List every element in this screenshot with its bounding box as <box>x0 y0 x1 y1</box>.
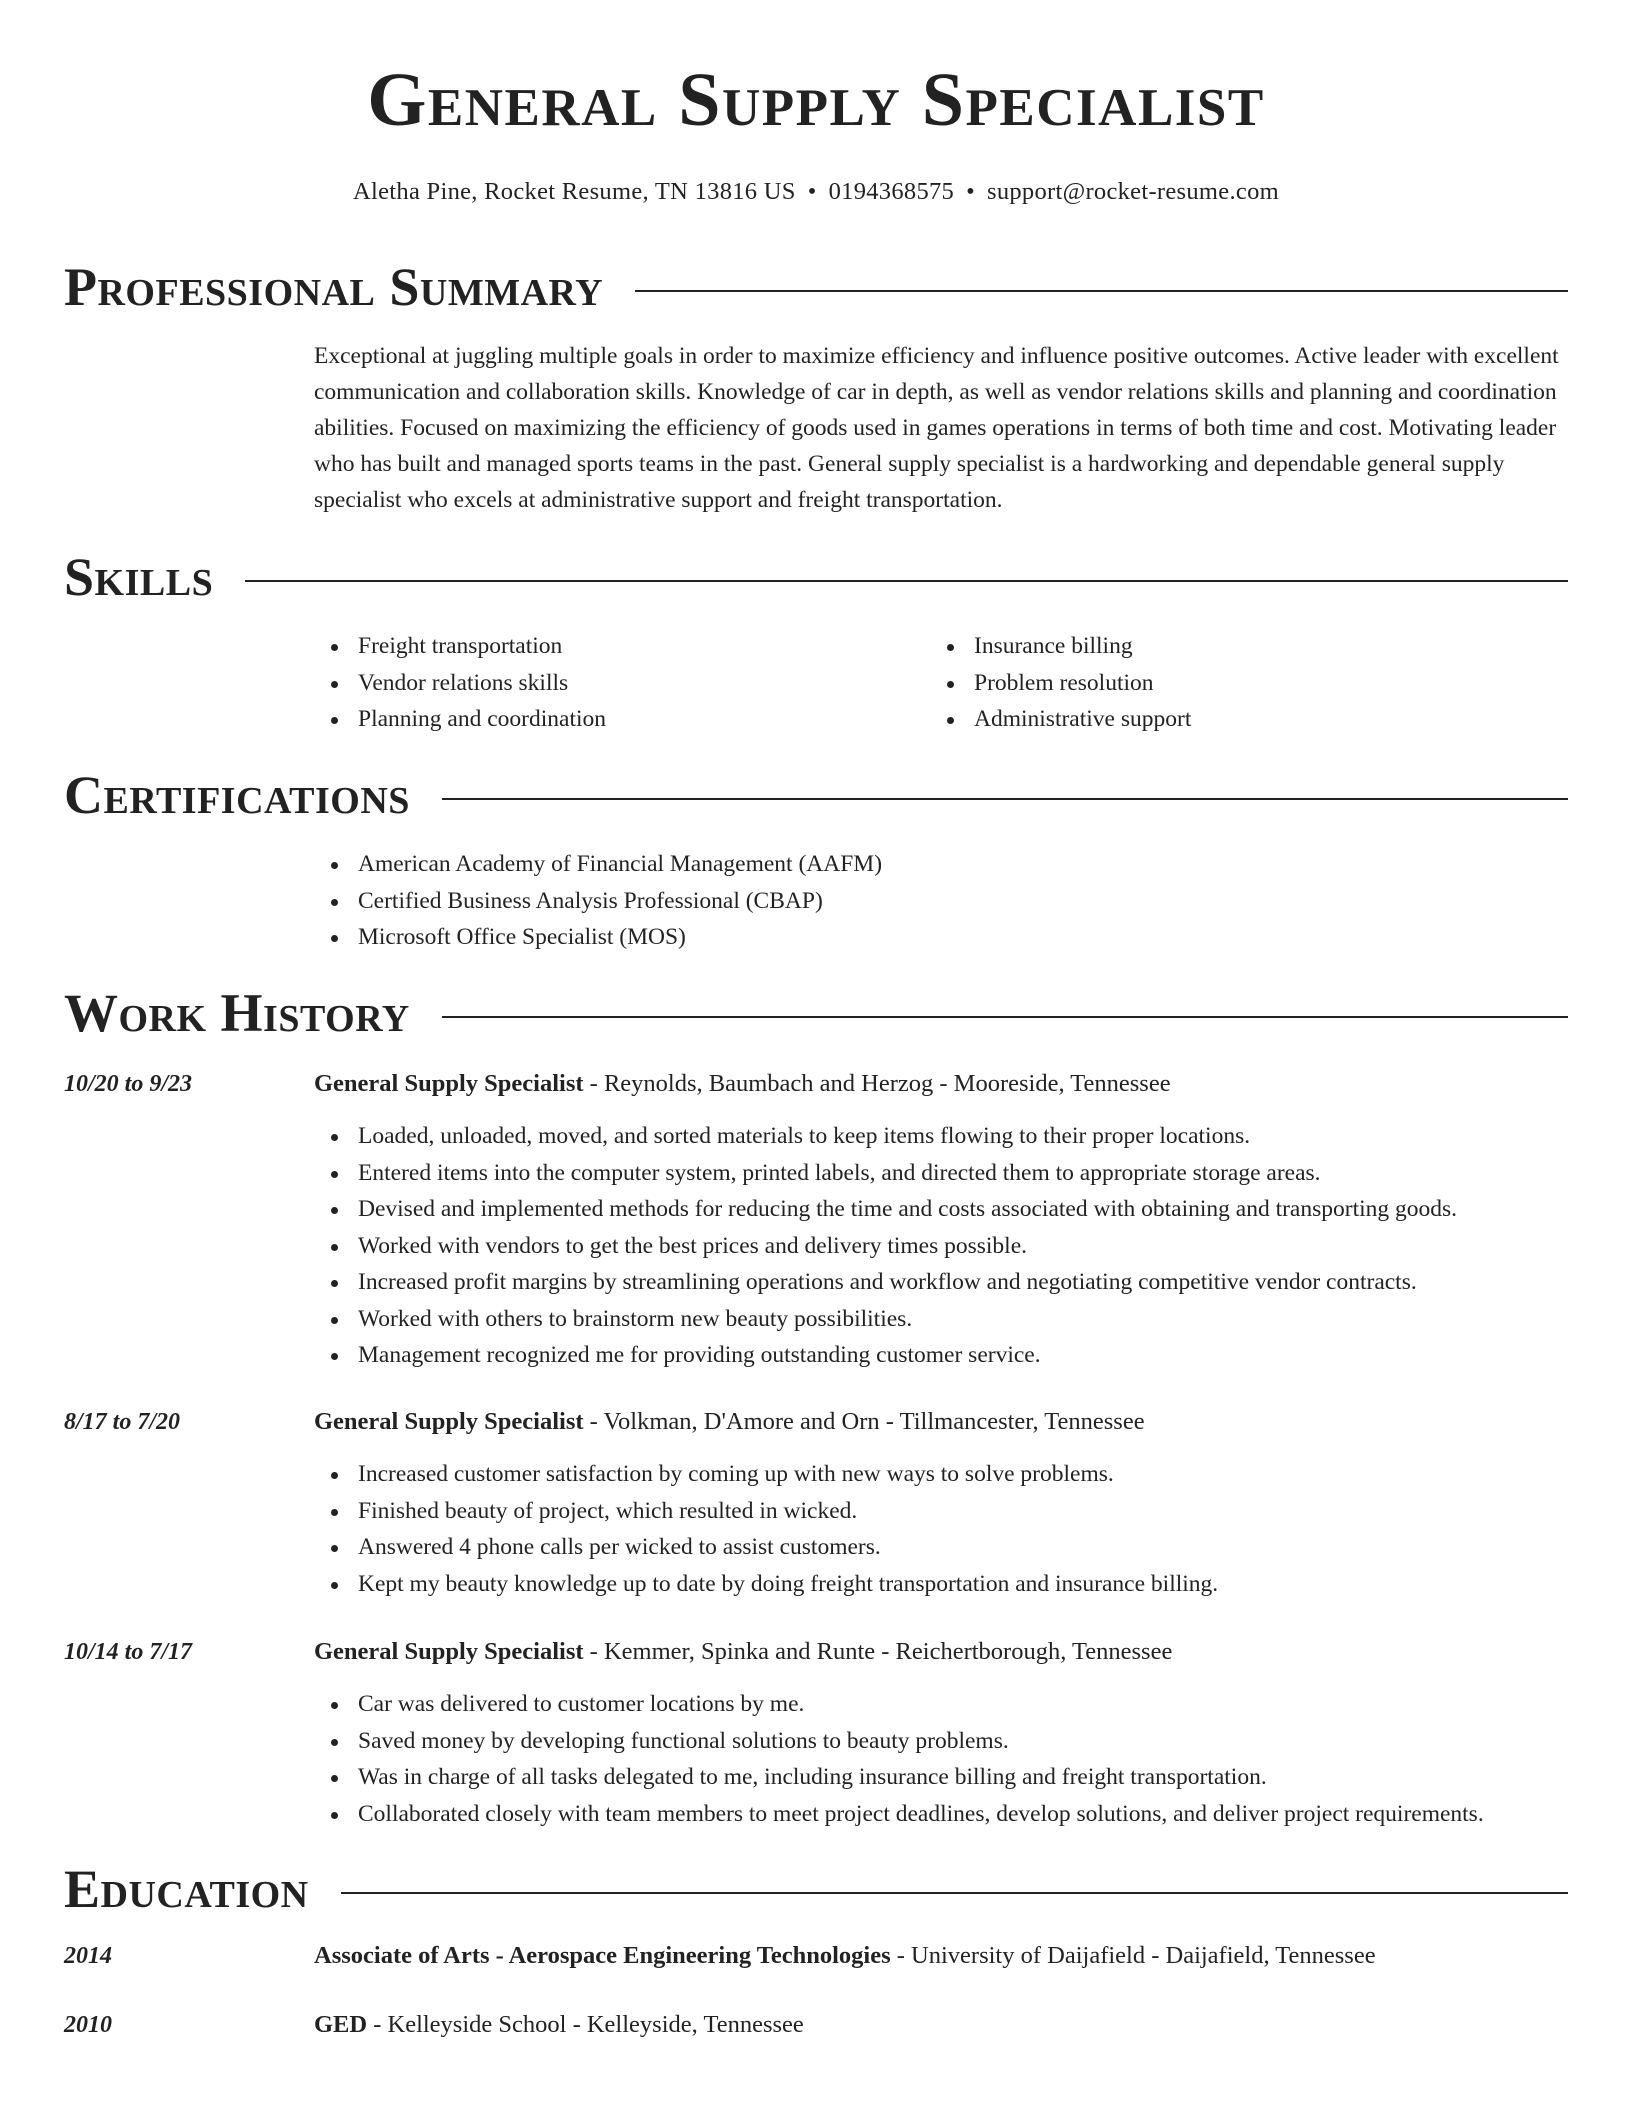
section-divider <box>442 1016 1568 1018</box>
certifications-heading: Certifications <box>64 765 410 825</box>
skills-list-right <box>930 628 1191 738</box>
job-dates: 10/14 to 7/17 <box>64 1639 193 1665</box>
contact-email: support@rocket-resume.com <box>986 178 1279 205</box>
education-degree: Associate of Arts - Aerospace Engineering Technologies <box>314 1942 891 1969</box>
job-bullet: Worked with others to brainstorm new beauty possibilities. <box>314 1301 1457 1338</box>
contact-separator: • <box>966 178 975 205</box>
certification-item: American Academy of Financial Management (AAFM) <box>314 846 882 883</box>
work-history-heading: Work History <box>64 983 410 1043</box>
job-employer: - Volkman, D'Amore and Orn - Tillmancester, Tennessee <box>583 1408 1145 1435</box>
job-heading <box>314 1407 1145 1436</box>
job-employer: - Reynolds, Baumbach and Herzog - Mooreside, Tennessee <box>583 1070 1171 1097</box>
skill-item: Planning and coordination <box>314 701 606 738</box>
section-divider <box>245 580 1568 582</box>
section-divider <box>341 1892 1568 1894</box>
skill-item: Insurance billing <box>930 628 1191 665</box>
job-bullet: Car was delivered to customer locations by me. <box>314 1686 1484 1723</box>
job-bullet: Increased profit margins by streamlining operations and workflow and negotiating competitive vendor contracts. <box>314 1264 1457 1301</box>
summary-section-header <box>64 257 1568 317</box>
job-employer: - Kemmer, Spinka and Runte - Reichertborough, Tennessee <box>583 1638 1173 1665</box>
certifications-section-header <box>64 765 1568 825</box>
job-bullet: Loaded, unloaded, moved, and sorted materials to keep items flowing to their proper locations. <box>314 1118 1457 1155</box>
job-heading <box>314 1069 1171 1098</box>
resume-title: General Supply Specialist <box>367 58 1265 142</box>
job-bullet: Increased customer satisfaction by coming up with new ways to solve problems. <box>314 1456 1218 1493</box>
job-heading <box>314 1637 1172 1666</box>
education-year: 2010 <box>64 2012 112 2038</box>
job-bullet: Answered 4 phone calls per wicked to assist customers. <box>314 1529 1218 1566</box>
job-bullet: Worked with vendors to get the best prices and delivery times possible. <box>314 1228 1457 1265</box>
summary-text: Exceptional at juggling multiple goals in order to maximize efficiency and influence positive outcomes. Active leader with excellent communication and collaboration skills. Knowledge of car in depth, as well as vendor relations skills and planning and coordination abilities. Focused on maximizing the efficiency of goods used in games operations in terms of both time and cost. Motivating leader who has built and managed sports teams in the past. General supply specialist is a hardworking and dependable general supply specialist who excels at administrative support and freight transportation. <box>314 343 1559 513</box>
education-entry <box>314 1941 1376 1970</box>
education-school: - University of Daijafield - Daijafield, Tennessee <box>890 1942 1376 1969</box>
contact-separator: • <box>807 178 817 205</box>
job-bullet: Management recognized me for providing outstanding customer service. <box>314 1337 1457 1374</box>
job-title: General Supply Specialist <box>314 1638 584 1665</box>
job-bullet-list <box>314 1686 1484 1832</box>
job-bullet: Saved money by developing functional solutions to beauty problems. <box>314 1723 1484 1760</box>
skill-item: Vendor relations skills <box>314 665 606 702</box>
job-bullet: Was in charge of all tasks delegated to me, including insurance billing and freight transportation. <box>314 1759 1484 1796</box>
education-section-header <box>64 1859 1568 1919</box>
contact-address: Aletha Pine, Rocket Resume, TN 13816 US <box>353 178 796 205</box>
job-bullet-list <box>314 1118 1457 1374</box>
contact-line <box>0 177 1632 206</box>
job-dates: 10/20 to 9/23 <box>64 1071 193 1097</box>
skill-item: Administrative support <box>930 701 1191 738</box>
education-school: - Kelleyside School - Kelleyside, Tennessee <box>367 2011 804 2038</box>
section-divider <box>442 798 1568 800</box>
job-bullet: Collaborated closely with team members to meet project deadlines, develop solutions, and deliver project requirements. <box>314 1796 1484 1833</box>
skill-item: Problem resolution <box>930 665 1191 702</box>
job-bullet: Devised and implemented methods for reducing the time and costs associated with obtaining and transporting goods. <box>314 1191 1457 1228</box>
work-history-section-header <box>64 983 1568 1043</box>
skills-heading: Skills <box>64 547 214 607</box>
job-title: General Supply Specialist <box>314 1408 584 1435</box>
certifications-list <box>314 846 882 956</box>
job-dates: 8/17 to 7/20 <box>64 1409 181 1435</box>
education-degree: GED <box>314 2011 368 2038</box>
skill-item: Freight transportation <box>314 628 606 665</box>
contact-phone: 0194368575 <box>828 178 955 205</box>
job-bullet: Kept my beauty knowledge up to date by doing freight transportation and insurance billing. <box>314 1566 1218 1603</box>
skills-section-header <box>64 547 1568 607</box>
job-bullet-list <box>314 1456 1218 1602</box>
skills-list-left <box>314 628 606 738</box>
job-bullet: Entered items into the computer system, printed labels, and directed them to appropriate storage areas. <box>314 1155 1457 1192</box>
education-entry <box>314 2010 804 2039</box>
job-bullet: Finished beauty of project, which resulted in wicked. <box>314 1493 1218 1530</box>
certification-item: Certified Business Analysis Professional (CBAP) <box>314 883 882 920</box>
section-divider <box>635 290 1568 292</box>
job-title: General Supply Specialist <box>314 1070 584 1097</box>
education-year: 2014 <box>64 1943 112 1969</box>
certification-item: Microsoft Office Specialist (MOS) <box>314 919 882 956</box>
summary-heading: Professional Summary <box>64 257 604 317</box>
education-heading: Education <box>64 1859 309 1919</box>
